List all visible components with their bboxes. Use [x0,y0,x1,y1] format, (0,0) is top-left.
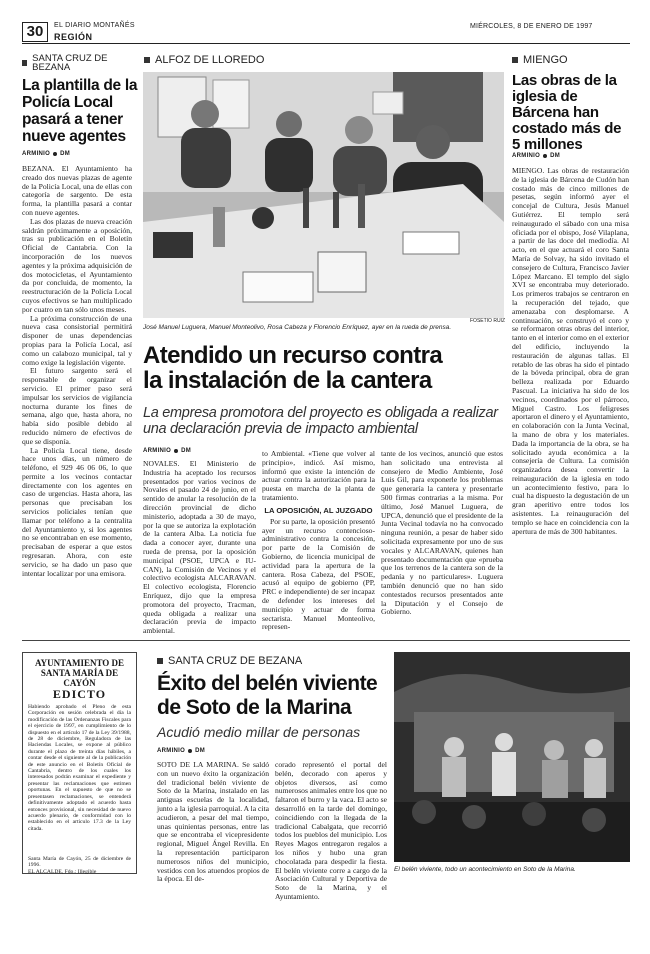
bottom-byline: ARMINIO DM [157,748,206,754]
left-headline: La plantilla de la Policía Local pasará a tener nueve agentes [22,77,138,145]
main-subtitle: La empresa promotora del proyecto es obligada a realizar una declaración previa de impacto ambiental [143,405,498,437]
left-kicker: SANTA CRUZ DE BEZANA [22,54,132,72]
press-conference-illustration [143,72,504,318]
page-number: 30 [22,22,48,42]
left-body: BEZANA. El Ayuntamiento ha creado dos nuevas plazas de agente de la Policía Local, una de ellas con categoría de sargento. De esta forma, la plantilla pasará a contar con nueve agentes. Las dos plazas de nueva creación saldrán próximamente a oposición, tras su publicación en el Boletín Oficial de Cantabria. Con la incorporación de los nuevos agentes y la próxima adquisición de dos motocicletas, el Ayuntamiento da por concluida, de momento, la reestructuración de la Policía Local cuyos efectivos se han multiplicado por cuatro en tan sólo unos meses. La próxima construcción de una nueva casa consistorial permitirá disponer de unas dependencias propias para la Policía Local, así como un calabozo municipal, tal y como exige la legislación vigente. El futuro sargento será el responsable de organizar el servicio. El primer paso será impulsar los servicios de vigilancia nocturna durante los fines de semana, algo que, hasta ahora, no había sido posible debido al reducido número de efectivos de que se disponía. La Policía Local tiene, desde hace unos días, un número de teléfono, el 929 46 06 06, lo que permite a los vecinos contactar directamente con los agentes en caso de urgencias. Hasta ahora, las personas que precisaban los servicios policiales tenían que llamar por teléfono a la centralita del Ayuntamiento y, si los agentes no se encontraban en ese momento, precisaban de esperar a que estos regresaran. Ahora, con este servicio, se ha dado un paso que intentar localizar por una emisora. [22,164,132,578]
bottom-headline: Éxito del belén viviente de Soto de la Marina [157,672,378,719]
bottom-photo [394,652,630,862]
main-photo [143,72,504,318]
section-divider [22,640,630,641]
main-photo-caption: José Manuel Luguera, Manuel Monteolivo, Rosa Cabeza y Florencio Enríquez, ayer en la rueda de prensa. [143,324,452,331]
bottom-photo-caption: El belén viviente, todo un acontecimiento en Soto de la Marina. [394,866,576,873]
edict-signature: Santa María de Cayón, 25 de diciembre de 1996. [28,856,131,869]
kicker-square-icon [22,60,27,66]
main-col-1: NOVALES. El Ministerio de Industria ha aceptado los recursos presentados por varios vecinos de Novales el pasado 24 de junio, en el sentido de anular la resolución de la dirección provincial de dicho ministerio, adoptada a 30 de mayo, por la que se autoriza la explotación de la cantera Alba. La noticia fue dada a conocer ayer, durante una rueda de prensa, por la oposición municipal (PSOE, UPCA e IU-CAN), la Comisión de Vecinos y el colectivo ecologista ALCARAVAN. El colectivo ecologista, Florencio Enríquez, dijo que la empresa promotora del proyecto, Tracman, queda obligada a realizar una declaración previa de impacto ambiental. [143,459,256,636]
photo-credit: FOSETIO RUIZ [470,318,505,324]
kicker-square-icon [157,658,163,664]
issue-date: MIÉRCOLES, 8 DE ENERO DE 1997 [470,23,593,30]
right-body: MIENGO. Las obras de restauración de la iglesia de Bárcena de Cudón han costado más de cinco millones de pesetas, según informó ayer el concejal de Cultura, Jesús Manuel Gutiérrez. El templo será reinaugurado el sábado con una misa oficiada por el obispo, José Vilaplana, a partir de las doce del mediodía. Al acto, en el que actuará el coro Santa María de Solvay, ha sido invitado el consejero de Cultura, Francisco Javier López Marcano. El templo del siglo XVI se encontraba muy deteriorado. Los primeros trabajos se centraron en la recuperación del tejado, que amenazaba con desplomarse. A continuación, se construyó el coro y se reformaron otras obras del interior, tanto en el interior como en el exterior del edificio, incluyendo la restauración de algunas tallas. El retablo de las obras ha sido el pintado de la bóveda principal, obra de gran belleza realizada por Eduardo Pascual. La iniciativa ha sido de los vecinos, coordinados por el párroco, Miguel Castro. Los feligreses aportaron el dinero y el Ayuntamiento, en colaboración con la Junta Vecinal, la mano de obra y los materiales. Dada la importancia de la obra, se ha solicitado ayuda económica a la consejería de Cultura. La comisión organizadora desea convertir la reinauguración de la iglesia en todo un acontecimiento festivo, para lo cual ha dispuesto la degustación de un gran aperitivo entre todos los asistentes. La reinauguración del templo se hace en coincidencia con la apertura de más de 300 habitantes. [512,166,629,536]
kicker-square-icon [144,57,150,63]
bottom-subtitle: Acudió medio millar de personas [157,724,361,740]
byline-dot-icon [53,152,57,156]
byline-dot-icon [543,154,547,158]
main-headline: Atendido un recurso contra la instalación de la cantera [143,342,443,394]
left-byline: ARMINIO DM [22,151,71,157]
edict-title-2: SANTA MARÍA DE CAYÓN [40,668,119,688]
edict-title-1: AYUNTAMIENTO DE [34,658,125,668]
edict-signer: EL ALCALDE, Fdo.: Illegible [28,868,97,875]
section-title: REGIÓN [54,32,93,42]
nativity-scene-illustration [394,652,630,862]
main-byline: ARMINIO DM [143,448,192,454]
byline-dot-icon [174,449,178,453]
bottom-kicker: SANTA CRUZ DE BEZANA [157,655,302,667]
main-col-2: to Ambiental. «Tiene que volver al principio», indicó. Así mismo, informó que existe la intención de actuar contra la autorización para la puesta en marcha de la planta de tratamiento. LA OPOSICIÓN, AL JUZGADO Por su parte, la oposición presentó ayer un recurso contencioso-administrativo contra la concesión, por parte de la Comisión de Gobierno, de licencia municipal de actividad para la apertura de la cantera. Rosa Cabeza, del PSOE, acusó al equipo de gobierno (PP, PRC e independiente) de ser incapaz de defender los intereses del municipio y actuar de forma sectarista. Manuel Monteolivo, represen- [262,449,375,632]
edict-body: Habiendo aprobado el Pleno de esta Corporación en sesión celebrada el día la modificación de las Ordenanzas Fiscales para el ejercicio de 1997, en cumplimiento de lo dispuesto en el artículo 17 de la Ley 39/1988, de 28 de diciembre, Reguladora de las Haciendas Locales, se expone al público durante el plazo de treinta días hábiles, a contar desde el siguiente al de la publicación de este anuncio en el Boletín Oficial de Cantabria, dentro de los cuales los interesados podrán examinar el expediente y presentar las reclamaciones que estimen oportunas. En el supuesto de que no se presentasen reclamaciones, se entenderá definitivamente adoptado el acuerdo hasta entonces provisional, sin necesidad de nuevo acuerdo plenario, de conformidad con lo establecido en el artículo 17.3 de la Ley citada. [28,704,131,832]
edict-heading: EDICTO [52,687,107,701]
right-headline: Las obras de la iglesia de Bárcena han costado más de 5 millones [512,72,622,153]
bottom-col-1: SOTO DE LA MARINA. Se saldó con un nuevo éxito la organización del tradicional belén viviente de Soto de la Marina, instalado en las antiguas escuelas de la localidad, junto a la iglesia parroquial. A la cita acudieron, a pesar del mal tiempo, unas quinientas personas, entre las que se encontraba el vicepresidente regional, Miguel Ángel Revilla. En la representación participaron numerosos niños del municipio, vestidos con los atuendos propios de la época. El de- [157,760,269,884]
main-col-3: tante de los vecinos, anunció que estos han solicitado una entrevista al consejero de Medio Ambiente, José Luis Gil, para exponerle los problemas que generaría la cantera y presentarle 500 firmas contrarias a la misma. Por último, José Manuel Luguera, de UPCA, denunció que el presidente de la Junta Vecinal todavía no ha convocado ninguna reunión, a pesar de haber sido solicitada expresamente por uno de sus vocales y ALCARAVAN, quienes han presentado documentación que «prueba que los terrenos de la cantera son de la pedanía y no particulares». Luguera también denunció que no han sido contestados recursos presentados ante la Diputación y el Consejo de Gobierno. [381,449,503,617]
masthead-rule [22,43,630,44]
kicker-square-icon [512,57,518,63]
edict-box [22,652,137,874]
byline-dot-icon [188,749,192,753]
right-byline: ARMINIO DM [512,153,561,159]
right-kicker: MIENGO [512,54,568,66]
main-subhead: LA OPOSICIÓN, AL JUZGADO [264,505,373,515]
bottom-col-2: corado representó el portal del belén, decorado con aperos y objetos diversos, así como numerosos animales entre los que no faltaron el burro y la vaca. El acto se desarrolló en la tarde del domingo, coincidiendo con la llegada de la tradicional Cabalgata, que recorrió todos los pueblos del municipio. Los Reyes Magos entregaron regalos a los niños y hubo una gran chocolatada para despedir la fiesta. El belén viviente corre a cargo de la Asociación Cultural y Deportiva de Soto de la Marina, y el Ayuntamiento. [275,760,387,901]
paper-name: EL DIARIO MONTAÑÉS [54,22,135,29]
main-kicker: ALFOZ DE LLOREDO [144,54,264,66]
